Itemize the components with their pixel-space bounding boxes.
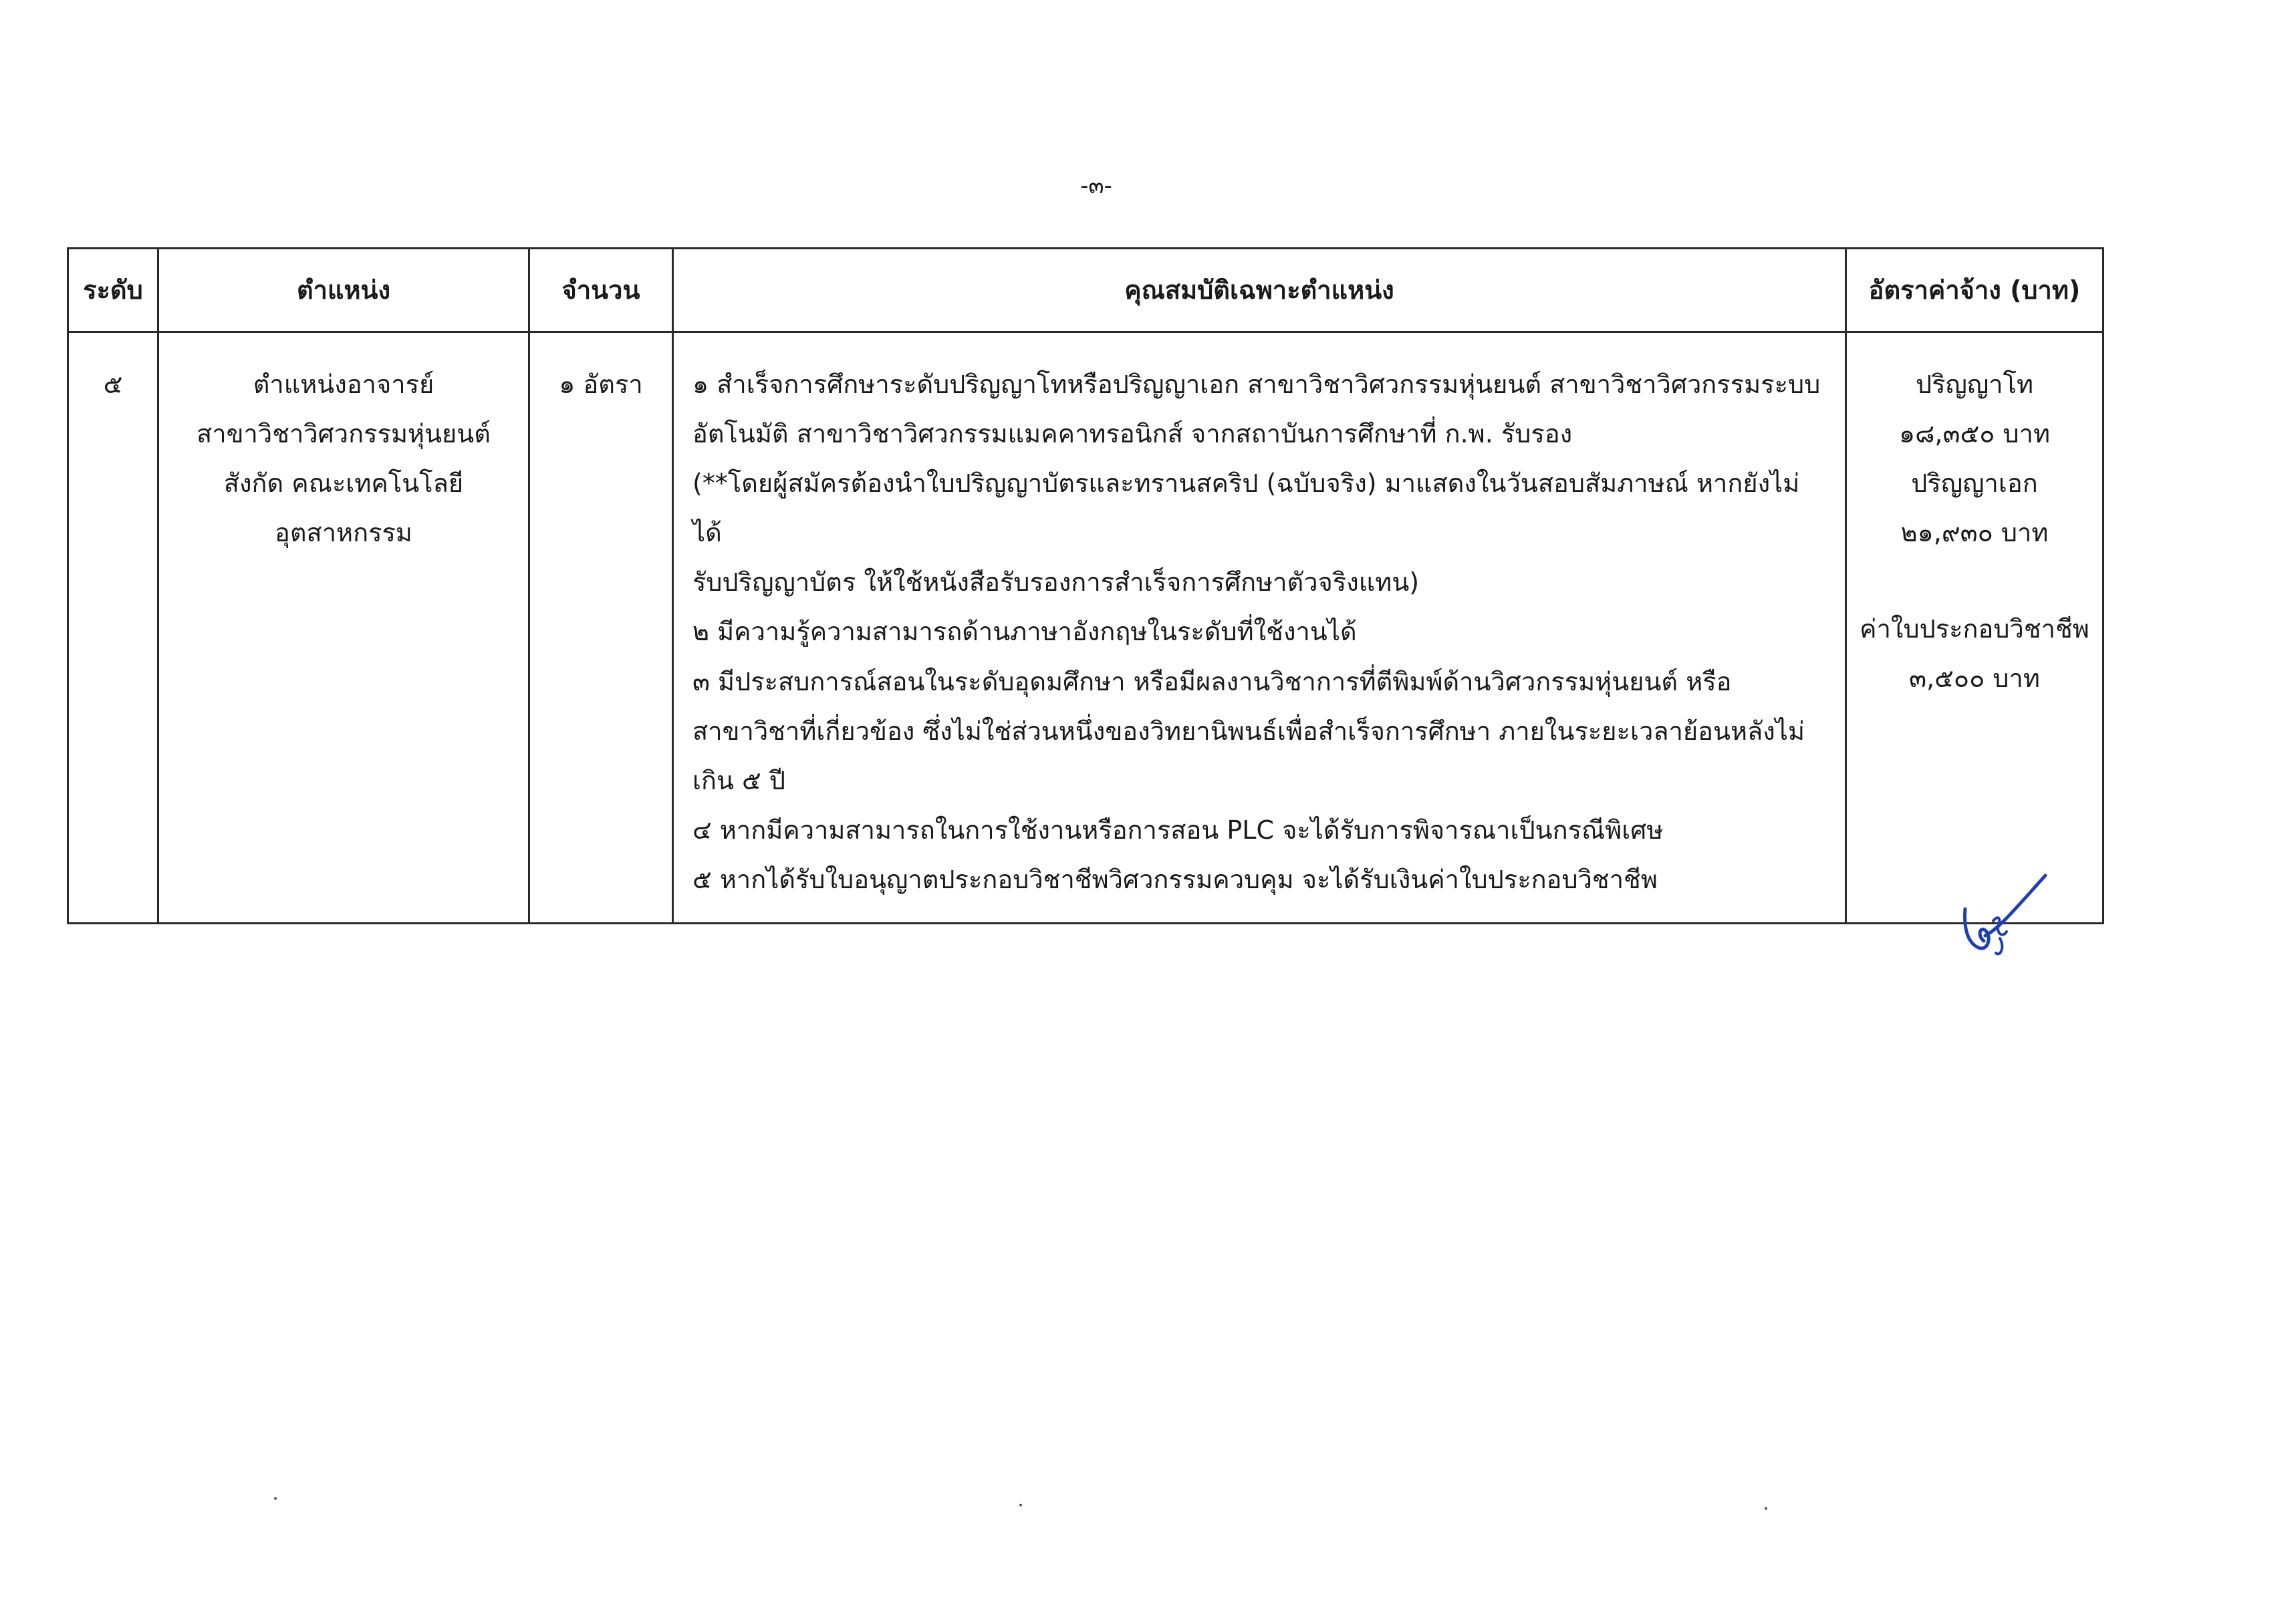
qualification-line: ๒ มีความรู้ความสามารถด้านภาษาอังกฤษในระดับที่ใช้งานได้	[692, 617, 1357, 647]
qualification-line: เกิน ๕ ปี	[692, 765, 786, 795]
qualification-line: อัตโนมัติ สาขาวิชาวิศวกรรมแมคคาทรอนิกส์ จากสถาบันการศึกษาที่ ก.พ. รับรอง	[692, 419, 1573, 449]
qualification-line: (**โดยผู้สมัครต้องนำใบปริญญาบัตรและทรานสคริป (ฉบับจริง) มาแสดงในวันสอบสัมภาษณ์ หากยังไม่ได้	[692, 468, 1800, 548]
qualification-line: ๓ มีประสบการณ์สอนในระดับอุดมศึกษา หรือมีผลงานวิชาการที่ตีพิมพ์ด้านวิศวกรรมหุ่นยนต์ หรือ	[692, 666, 1732, 696]
header-position: ตำแหน่ง	[158, 249, 529, 332]
position-line: สังกัด คณะเทคโนโลยี	[223, 468, 464, 499]
signature-mark	[1952, 869, 2052, 962]
qualification-line: รับปริญญาบัตร ให้ใช้หนังสือรับรองการสำเร็จการศึกษาตัวจริงแทน)	[692, 567, 1420, 597]
rate-masters-label: ปริญญาโท	[1915, 370, 2034, 399]
rate-doctorate-label: ปริญญาเอก	[1911, 468, 2038, 499]
rate-license-label: ค่าใบประกอบวิชาชีพ	[1860, 614, 2089, 644]
rate-spacer	[1847, 557, 2101, 604]
qualification-line: ๕ หากได้รับใบอนุญาตประกอบวิชาชีพวิศวกรรมควบคุม จะได้รับเงินค่าใบประกอบวิชาชีพ	[692, 864, 1658, 894]
qualification-line: สาขาวิชาที่เกี่ยวข้อง ซึ่งไม่ใช่ส่วนหนึ่งของวิทยานิพนธ์เพื่อสำเร็จการศึกษา ภายในระยะเวลาย้อนหลังไม่	[692, 716, 1805, 746]
position-line: อุตสาหกรรม	[275, 518, 412, 548]
table-header-row	[68, 249, 2103, 332]
position-line: สาขาวิชาวิศวกรรมหุ่นยนต์	[197, 419, 491, 449]
level-value: ๕	[103, 370, 123, 399]
qualification-line: ๑ สำเร็จการศึกษาระดับปริญญาโทหรือปริญญาเอก สาขาวิชาวิศวกรรมหุ่นยนต์ สาขาวิชาวิศวกรรมระบบ	[692, 370, 1821, 399]
position-cell	[158, 332, 529, 924]
count-cell	[529, 332, 673, 924]
qualifications-cell	[673, 332, 1846, 924]
header-rate: อัตราค่าจ้าง (บาท)	[1846, 249, 2103, 332]
qualification-table	[67, 247, 2104, 924]
level-cell	[68, 332, 158, 924]
table-row	[68, 332, 2103, 924]
header-count: จำนวน	[529, 249, 673, 332]
header-qualifications: คุณสมบัติเฉพาะตำแหน่ง	[673, 249, 1846, 332]
scan-speck	[1019, 1504, 1022, 1506]
count-value: ๑ อัตรา	[559, 370, 643, 399]
rate-license-amount: ๓,๕๐๐ บาท	[1909, 664, 2040, 694]
rate-doctorate-amount: ๒๑,๙๓๐ บาท	[1900, 518, 2049, 548]
rate-masters-amount: ๑๘,๓๕๐ บาท	[1898, 419, 2051, 449]
header-level: ระดับ	[68, 249, 158, 332]
position-line: ตำแหน่งอาจารย์	[253, 370, 434, 399]
page-number: -๓-	[1080, 172, 1112, 199]
scan-speck	[1765, 1507, 1767, 1510]
rate-cell	[1846, 332, 2103, 924]
scan-speck	[274, 1497, 277, 1500]
qualification-line: ๔ หากมีความสามารถในการใช้งานหรือการสอน PLC จะได้รับการพิจารณาเป็นกรณีพิเศษ	[692, 815, 1664, 845]
